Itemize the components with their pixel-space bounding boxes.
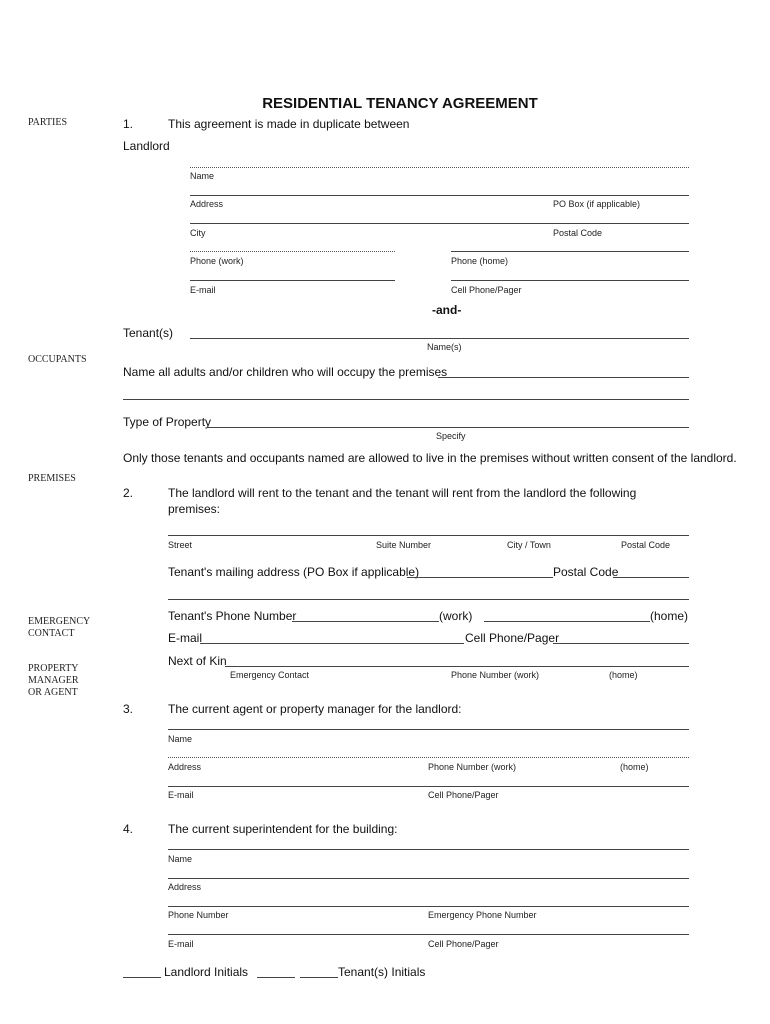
tenant-initials-label: Tenant(s) Initials [338, 965, 426, 979]
consent-text: Only those tenants and occupants named are allowed to live in the premises without written consent of the landlord. [123, 451, 737, 465]
super-cell-caption: Cell Phone/Pager [428, 939, 499, 949]
landlord-initials-line[interactable] [123, 977, 161, 978]
property-type-line[interactable] [208, 427, 689, 428]
tenant-phone-work-label: (work) [439, 609, 473, 623]
tenant-initials-line-2[interactable] [300, 977, 338, 978]
section-4-text: The current superintendent for the building: [168, 822, 398, 836]
next-of-kin-line[interactable] [225, 666, 689, 667]
landlord-phone-home-line[interactable] [451, 251, 689, 252]
tenant-email-label: E-mail [168, 631, 203, 645]
tenant-phone-home-label: (home) [650, 609, 689, 623]
landlord-name-caption: Name [190, 171, 215, 181]
section-4-number: 4. [123, 822, 134, 836]
sidebar-property-2: MANAGER [28, 675, 79, 686]
agent-address-line[interactable] [168, 757, 689, 758]
sidebar-property-1: PROPERTY [28, 663, 79, 674]
landlord-address-line[interactable] [190, 195, 689, 196]
premises-address-line[interactable] [168, 535, 689, 536]
sidebar-parties: PARTIES [28, 117, 68, 128]
page-title: RESIDENTIAL TENANCY AGREEMENT [262, 95, 538, 112]
agent-name-line[interactable] [168, 729, 689, 730]
section-2-number: 2. [123, 486, 134, 500]
super-address-line[interactable] [168, 878, 689, 879]
agent-phone-work-caption: Phone Number (work) [428, 762, 517, 772]
mailing-postal-line[interactable] [613, 577, 689, 578]
next-of-kin-label: Next of Kin [168, 654, 227, 668]
specify-caption: Specify [436, 431, 466, 441]
super-address-caption: Address [168, 882, 202, 892]
agent-name-caption: Name [168, 734, 193, 744]
sidebar-premises: PREMISES [28, 473, 76, 484]
landlord-city-caption: City [190, 228, 206, 238]
sidebar-emergency-2: CONTACT [28, 628, 75, 639]
landlord-address-caption: Address [190, 199, 224, 209]
section-3-text: The current agent or property manager for the landlord: [168, 702, 462, 716]
sidebar-emergency-1: EMERGENCY [28, 616, 91, 627]
tenant-initials-line-1[interactable] [257, 977, 295, 978]
occupants-line-2[interactable] [123, 399, 689, 400]
emergency-contact-caption: Emergency Contact [230, 670, 310, 680]
sidebar-occupants: OCCUPANTS [28, 354, 87, 365]
tenant-phone-work-line[interactable] [292, 621, 439, 622]
kin-phone-home-caption: (home) [609, 670, 638, 680]
landlord-postal-caption: Postal Code [553, 228, 603, 238]
agent-cell-caption: Cell Phone/Pager [428, 790, 499, 800]
mailing-address-line[interactable] [407, 577, 553, 578]
tenant-email-line[interactable] [200, 643, 464, 644]
agent-address-caption: Address [168, 762, 202, 772]
agent-email-line[interactable] [168, 786, 689, 787]
property-type-label: Type of Property [123, 415, 212, 429]
agent-email-caption: E-mail [168, 790, 194, 800]
mailing-postal-label: Postal Code [553, 565, 619, 579]
occupants-line-1[interactable] [438, 377, 689, 378]
landlord-city-line[interactable] [190, 223, 689, 224]
sidebar-property-3: OR AGENT [28, 687, 78, 698]
landlord-label: Landlord [123, 139, 170, 153]
tenants-name-line[interactable] [190, 338, 689, 339]
mailing-address-line-2[interactable] [168, 599, 689, 600]
landlord-pobox-caption: PO Box (if applicable) [553, 199, 641, 209]
mailing-address-label: Tenant's mailing address (PO Box if applicable) [168, 565, 420, 579]
city-town-caption: City / Town [507, 540, 551, 550]
tenant-phone-home-line[interactable] [484, 621, 650, 622]
super-email-line[interactable] [168, 934, 689, 935]
super-emergency-phone-caption: Emergency Phone Number [428, 910, 537, 920]
kin-phone-work-caption: Phone Number (work) [451, 670, 540, 680]
tenant-phone-label: Tenant's Phone Number [168, 609, 297, 623]
and-separator: -and- [432, 303, 462, 317]
super-phone-caption: Phone Number [168, 910, 229, 920]
super-name-line[interactable] [168, 849, 689, 850]
street-caption: Street [168, 540, 193, 550]
section-1-text: This agreement is made in duplicate between [168, 117, 410, 131]
section-2-text-2: premises: [168, 502, 221, 516]
landlord-cell-caption: Cell Phone/Pager [451, 285, 522, 295]
suite-caption: Suite Number [376, 540, 432, 550]
landlord-phone-work-line[interactable] [190, 251, 395, 252]
occupants-text: Name all adults and/or children who will occupy the premises [123, 365, 448, 379]
super-email-caption: E-mail [168, 939, 194, 949]
super-name-caption: Name [168, 854, 193, 864]
landlord-initials-label: Landlord Initials [164, 965, 249, 979]
landlord-cell-line[interactable] [451, 280, 689, 281]
tenants-label: Tenant(s) [123, 326, 174, 340]
landlord-phone-home-caption: Phone (home) [451, 256, 509, 266]
landlord-name-line[interactable] [190, 167, 689, 168]
landlord-email-caption: E-mail [190, 285, 216, 295]
super-phone-line[interactable] [168, 906, 689, 907]
landlord-email-line[interactable] [190, 280, 395, 281]
section-2-text-1: The landlord will rent to the tenant and the tenant will rent from the landlord the following [168, 486, 637, 500]
landlord-phone-work-caption: Phone (work) [190, 256, 244, 266]
section-3-number: 3. [123, 702, 134, 716]
tenant-cell-line[interactable] [553, 643, 689, 644]
agent-phone-home-caption: (home) [620, 762, 649, 772]
tenants-names-caption: Name(s) [427, 342, 462, 352]
section-1-number: 1. [123, 117, 134, 131]
premises-postal-caption: Postal Code [621, 540, 671, 550]
tenant-cell-label: Cell Phone/Pager [465, 631, 560, 645]
